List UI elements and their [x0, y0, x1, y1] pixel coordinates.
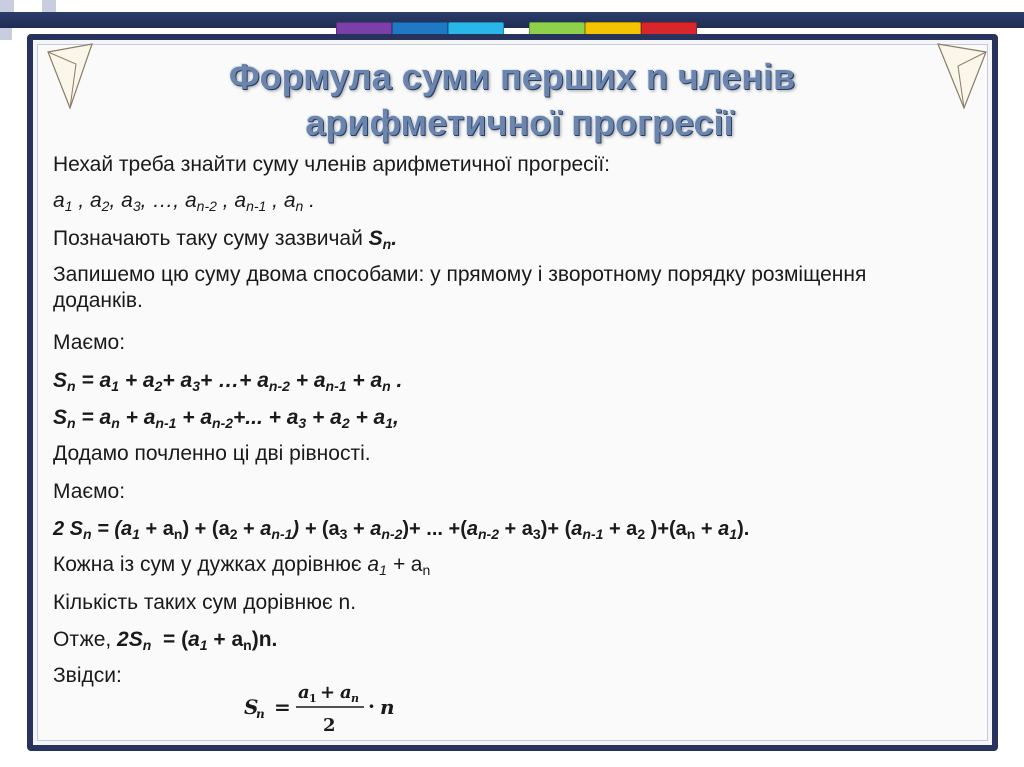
svg-text:=: =: [274, 695, 291, 719]
svg-text:n: n: [351, 692, 359, 705]
text-line-each-sum: Кожна із сум у дужках дорівнює $a_1 + a_n$: [53, 553, 431, 578]
svg-text:·: ·: [368, 694, 375, 718]
slide-title-line1: Формула суми перших n членів: [228, 56, 796, 97]
svg-text:S: S: [244, 695, 259, 719]
svg-text:1: 1: [309, 692, 317, 705]
text-line-hence: Звідси:: [53, 664, 122, 687]
svg-text:2: 2: [323, 715, 336, 736]
formula-final: [240, 676, 420, 740]
svg-text:a: a: [340, 682, 352, 703]
text-line-we-have-1: Маємо:: [53, 331, 126, 354]
text-line-count: Кількість таких сум дорівнює n.: [53, 591, 357, 614]
notation-text: Позначають таку суму зазвичай: [53, 227, 369, 250]
therefore-text: Отже,: [53, 628, 118, 651]
svg-text:+: +: [320, 682, 336, 703]
text-line-two-ways: Запишемо цю суму двома способами: у прямому і зворотному порядку розміщення доданків.: [53, 263, 867, 312]
formula-sum-pairs: 2 $S_n = (a_1 + a_n) + (a_2 + a_{n-1}) + (a_3 + a_{n-2})+$ ... $+(a_{n-2} + a_3)+ (a_{n-1} + a_2$ )$+(a_n + a_1)$.: [53, 518, 750, 542]
each-sum-text: Кожна із сум у дужках дорівнює: [53, 553, 368, 576]
text-line-notation: Позначають таку суму зазвичай $S_n$.: [53, 227, 398, 252]
text-line-terms: $a_1$ , $a_2$, $a_3$, …, $a_{n-2}$ , $a_{n-1}$ , $a_n$ .: [53, 189, 315, 214]
text-line-intro: Нехай треба знайти суму членів арифметичної прогресії:: [53, 153, 611, 176]
svg-text:n: n: [256, 707, 265, 721]
formula-forward: $S_n = a_1 + a_2+ a_3+$ …+ $a_{n-2} + a_{n-1} + a_n$ .: [53, 369, 403, 394]
slide-title-line2: арифметичної прогресії: [305, 102, 734, 143]
text-line-therefore: Отже, $2S_n = (a_1 + a_n)n$.: [53, 628, 278, 653]
text-line-we-have-2: Маємо:: [53, 480, 126, 503]
svg-text:a: a: [298, 682, 310, 703]
formula-reverse: $S_n = a_n + a_{n-1} + a_{n-2}+$... + $a_3 + a_2 + a_1$,: [53, 406, 399, 431]
svg-text:n: n: [380, 695, 395, 719]
text-line-add: Додамо почленно ці дві рівності.: [53, 442, 371, 465]
